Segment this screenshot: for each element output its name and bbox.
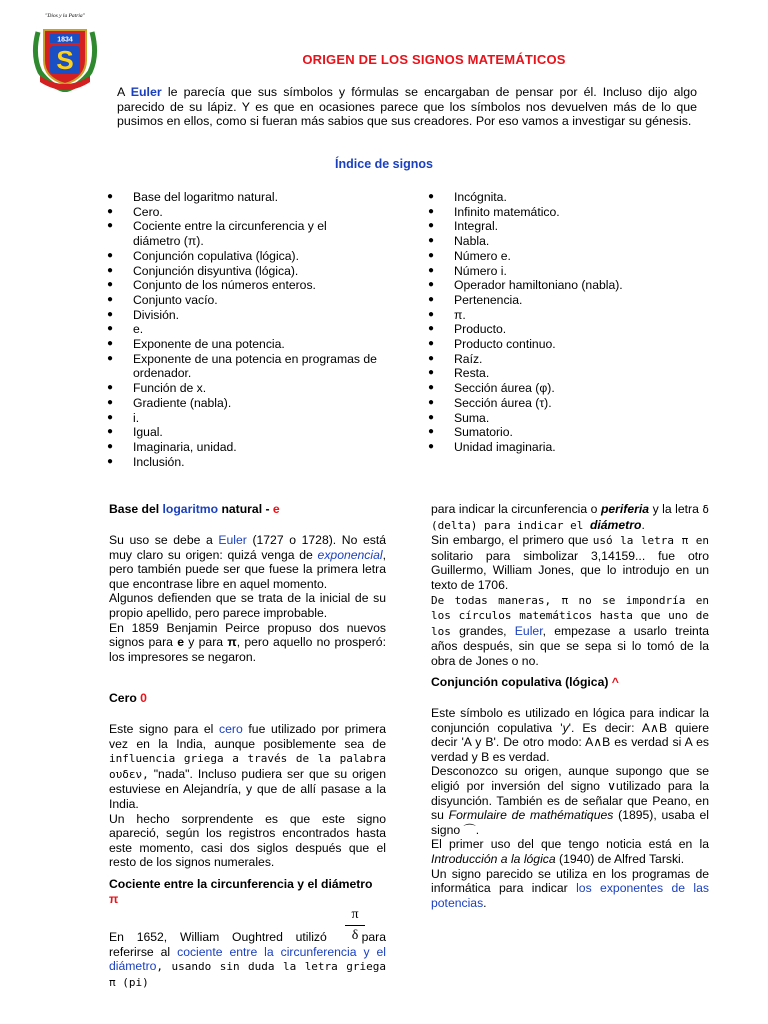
index-item[interactable] (107, 190, 377, 205)
index-title: Índice de signos (335, 157, 433, 171)
index-item[interactable] (107, 205, 377, 220)
index-item-label: División. (133, 307, 180, 322)
index-item-label: Imaginaria, unidad. (133, 439, 237, 454)
index-item-label: Pertenencia. (454, 292, 523, 307)
index-item-label: Cociente entre la circunferencia y el diámetro (π). (133, 219, 327, 249)
bullet-icon: ● (428, 382, 435, 394)
cociente-link[interactable]: cociente entre la circunferencia y el diámetro (109, 944, 386, 974)
logaritmo-link[interactable]: logaritmo (162, 502, 219, 516)
index-item-label: Raíz. (454, 351, 483, 366)
index-item-label: Sumatorio. (454, 425, 513, 440)
crest-letter: S (56, 45, 74, 75)
bullet-icon: ● (428, 367, 435, 379)
index-item-label: Conjunción disyuntiva (lógica). (133, 263, 299, 278)
bullet-icon: ● (107, 264, 114, 276)
bullet-icon: ● (107, 440, 114, 452)
bullet-icon: ● (428, 411, 435, 423)
bullet-icon: ● (107, 220, 114, 232)
index-item[interactable] (428, 205, 688, 220)
index-item-label: Nabla. (454, 234, 490, 249)
index-item[interactable] (428, 322, 688, 337)
index-item[interactable] (428, 234, 688, 249)
bullet-icon: ● (428, 249, 435, 261)
intro-paragraph: A Euler le parecía que sus símbolos y fórmulas se encargaban de pensar por él. Incluso dijo algo parecido de su lápiz. Y es que en ocasiones parece que los símbolos nos devuelven más de lo que pusimos en ellos, como si fueran más sabios que sus creadores. Por eso vamos a investigar su génesis. (117, 85, 697, 128)
crest-year: 1834 (57, 36, 73, 44)
bullet-icon: ● (107, 338, 114, 350)
bullet-icon: ● (107, 249, 114, 261)
bullet-icon: ● (428, 279, 435, 291)
index-item[interactable] (428, 337, 688, 352)
index-item-label: Sección áurea (φ). (454, 381, 555, 396)
school-crest-logo (30, 10, 100, 92)
symbol-and: ^ (611, 675, 619, 689)
bullet-icon: ● (107, 323, 114, 335)
section-e-heading: Base del logaritmo natural - e (109, 502, 280, 516)
index-item[interactable] (428, 352, 688, 367)
index-item[interactable] (107, 337, 377, 352)
bullet-icon: ● (428, 338, 435, 350)
index-item[interactable] (107, 381, 377, 396)
bullet-icon: ● (428, 426, 435, 438)
index-item[interactable] (428, 366, 688, 381)
bullet-icon: ● (107, 205, 114, 217)
section-e-body: Su uso se debe a Euler (1727 o 1728). No está muy claro su origen: quizá venga de exponencial, pero también puede ser que fuese la primera letra que encontrase libre en aquel momento. Algunos defienden que se trata de la inicial de su propio apellido, pero parece improbable. En 1859 Benjamin Peirce propuso dos nuevos signos para e y para π, pero aquello no prosperó: los impresores se negaron. (109, 533, 386, 664)
index-item[interactable] (428, 278, 688, 293)
bullet-icon: ● (107, 308, 114, 320)
bullet-icon: ● (428, 205, 435, 217)
index-item[interactable] (428, 440, 688, 455)
index-item-label: Inclusión. (133, 454, 185, 469)
index-item-label: Número i. (454, 263, 507, 278)
section-and-body: Este símbolo es utilizado en lógica para indicar la conjunción copulativa 'y'. Es decir: A∧B quiere decir 'A y B'. De otro modo: A∧B es verdad si A es verdad y B es verdad. Desconozco su origen, aunque supongo que se eligió por inversión del signo ∨utilizado para la disyunción. También es de señalar que Peano, en su Formulaire de mathématiques (1895), usaba el signo ⌒. El primer uso del que tengo noticia está en la Introducción a la lógica (1940) de Alfred Tarski. Un signo parecido se utiliza en los programas de informática para indicar los exponentes de las potencias. (431, 706, 710, 910)
section-pi-body: En 1652, William Oughtred utilizó para referirse al cociente entre la circunferencia y el diámetro, usando sin duda la letra griega π (pi) (109, 930, 386, 989)
bullet-icon: ● (107, 191, 114, 202)
index-item[interactable] (428, 411, 688, 426)
section-pi-heading: Cociente entre la circunferencia y el diámetro π (109, 877, 373, 906)
index-list-left (107, 190, 377, 469)
index-item-label: Operador hamiltoniano (nabla). (454, 278, 623, 293)
index-item-label: Conjunción copulativa (lógica). (133, 248, 299, 263)
bullet-icon: ● (428, 191, 435, 202)
exponentes-link[interactable]: los exponentes de las potencias (431, 881, 709, 910)
index-item-label: Producto continuo. (454, 337, 556, 352)
index-item[interactable] (107, 278, 377, 293)
index-item[interactable] (428, 425, 688, 440)
index-item-label: Exponente de una potencia. (133, 337, 285, 352)
index-item[interactable] (107, 440, 377, 455)
exponencial-link[interactable]: exponencial (317, 547, 383, 562)
bullet-icon: ● (107, 396, 114, 408)
index-item-label: Número e. (454, 248, 511, 263)
pi-over-delta-fraction: π δ (345, 907, 365, 944)
index-item-label: Unidad imaginaria. (454, 439, 556, 454)
bullet-icon: ● (428, 220, 435, 232)
section-pi-continued: para indicar la circunferencia o periferia y la letra δ (delta) para indicar el diámetro. Sin embargo, el primero que usó la letra π en solitario para simbolizar 3,14159... fue otro Guillermo, William Jones, que lo introdujo en un texto de 1706. De todas maneras, π no se impondría en los círculos matemáticos hasta que uno de los grandes, Euler, empezase a usarlo treinta años después, sin que se sepa si lo tomó de la obra de Jones o no. (431, 502, 710, 668)
euler-link[interactable]: Euler (130, 85, 162, 99)
index-item-label: Producto. (454, 322, 507, 337)
euler-link[interactable]: Euler (218, 533, 247, 547)
section-and-heading: Conjunción copulativa (lógica) ^ (431, 675, 619, 689)
index-item[interactable] (107, 396, 377, 411)
bullet-icon: ● (107, 411, 114, 423)
bullet-icon: ● (428, 440, 435, 452)
index-item-label: Función de x. (133, 381, 207, 396)
index-list-right (428, 190, 688, 455)
index-item[interactable] (428, 219, 688, 234)
index-item[interactable] (107, 352, 377, 381)
bullet-icon: ● (107, 352, 114, 364)
bullet-icon: ● (428, 323, 435, 335)
symbol-pi: π (109, 891, 119, 906)
bullet-icon: ● (428, 264, 435, 276)
cero-link[interactable]: cero (219, 722, 243, 736)
section-zero-body: Este signo para el cero fue utilizado por primera vez en la India, aunque posiblemente sea de influencia griega a través de la palabra ουδεν, "nada". Incluso pudiera ser que su origen estuviese en Alejandría, y que de allí pasase a la India. Un hecho sorprendente es que este signo apareció, según los registros encontrados hasta este momento, casi dos siglos después que el resto de los signos numerales. (109, 722, 386, 870)
index-item[interactable] (107, 293, 377, 308)
index-item[interactable] (428, 308, 688, 323)
bullet-icon: ● (107, 455, 114, 467)
index-item-label: Resta. (454, 366, 490, 381)
index-item-label: Conjunto de los números enteros. (133, 278, 316, 293)
index-item-label: Conjunto vacío. (133, 292, 218, 307)
index-item-label: Igual. (133, 425, 163, 440)
bullet-icon: ● (428, 352, 435, 364)
bullet-icon: ● (107, 293, 114, 305)
bullet-icon: ● (428, 308, 435, 320)
index-item[interactable] (107, 411, 377, 426)
index-item-label: Infinito matemático. (454, 204, 560, 219)
index-item[interactable] (107, 425, 377, 440)
bullet-icon: ● (107, 279, 114, 291)
index-item-label: Integral. (454, 219, 499, 234)
index-item[interactable] (107, 249, 377, 264)
bullet-icon: ● (428, 235, 435, 247)
index-item[interactable] (428, 264, 688, 279)
index-item-label: Incógnita. (454, 190, 507, 204)
index-item-label: Exponente de una potencia en programas de ordenador. (133, 351, 377, 381)
index-item[interactable] (428, 381, 688, 396)
index-item[interactable] (107, 455, 377, 470)
index-item-label: π. (454, 307, 466, 322)
index-item-label: e. (133, 322, 144, 337)
page-title: ORIGEN DE LOS SIGNOS MATEMÁTICOS (302, 52, 566, 67)
index-item-label: Sección áurea (τ). (454, 395, 552, 410)
index-item[interactable] (428, 190, 688, 205)
index-item[interactable] (428, 396, 688, 411)
index-item-label: Base del logaritmo natural. (133, 190, 278, 204)
index-item[interactable] (428, 249, 688, 264)
bullet-icon: ● (107, 382, 114, 394)
section-zero-heading: Cero 0 (109, 691, 147, 705)
index-item[interactable] (107, 308, 377, 323)
symbol-zero: 0 (140, 691, 147, 705)
index-item-label: Suma. (454, 410, 490, 425)
crest-motto: "Dios y la Patria" (45, 13, 85, 19)
index-item-label: i. (133, 410, 140, 425)
bullet-icon: ● (428, 293, 435, 305)
index-item[interactable] (107, 264, 377, 279)
index-item[interactable] (428, 293, 688, 308)
euler-link[interactable]: Euler (514, 623, 543, 638)
index-item[interactable] (107, 219, 377, 248)
index-item-label: Cero. (133, 204, 163, 219)
bullet-icon: ● (428, 396, 435, 408)
index-item-label: Gradiente (nabla). (133, 395, 232, 410)
index-item[interactable] (107, 322, 377, 337)
symbol-e: e (272, 502, 280, 516)
bullet-icon: ● (107, 426, 114, 438)
